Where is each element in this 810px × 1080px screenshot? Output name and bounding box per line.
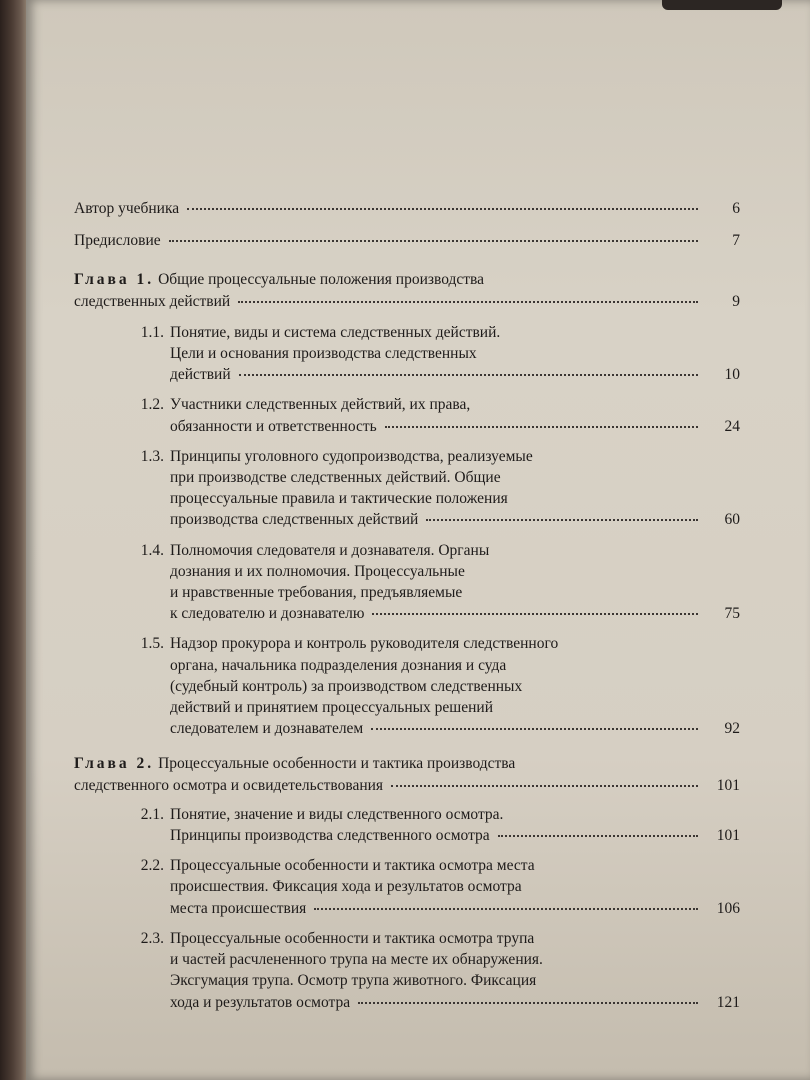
section-number: 1.3. [140,447,164,465]
section-title-line: следователем и дознавателем [170,720,364,738]
section-title-line: Процессуальные особенности и тактика осмотра трупа [170,929,535,947]
toc-entry-author [74,198,740,219]
section-title-line: и нравственные требования, предъявляемые [170,584,463,602]
section-title-line: Процессуальные особенности и тактика осмотра места [170,857,535,875]
toc-page-number: 121 [716,993,740,1011]
toc-page-number: 7 [732,232,740,250]
toc-entry-preface [74,230,740,251]
toc-page-number: 6 [732,200,740,217]
section-body [170,928,740,1013]
toc-page-number: 9 [732,292,740,310]
toc-section-entry [74,446,740,531]
section-number: 1.5. [140,635,164,653]
toc-label: Предисловие [74,232,161,250]
dot-leader [372,607,698,615]
dot-leader [239,368,698,376]
toc-section-entry [74,855,740,919]
toc-page-number: 60 [724,511,740,529]
dot-leader [238,295,698,303]
section-title-line: происшествия. Фиксация хода и результатов осмотра [170,878,522,896]
chapter-title-last-line [74,775,740,796]
chapter-title-line [74,269,740,290]
section-last-line [170,718,740,739]
toc-page-number: 75 [724,605,740,623]
chapter-word: Глава 2. [74,755,155,773]
section-title-line: процессуальные правила и тактические положения [170,490,508,508]
section-title-line: производства следственных действий [170,511,419,529]
section-title-line: места происшествия [170,899,307,917]
dot-leader [498,829,698,837]
section-number: 1.4. [140,541,164,559]
section-number: 2.1. [140,805,164,823]
toc-section-entry [74,322,740,386]
section-title-line: Участники следственных действий, их права, [170,396,471,414]
chapter-title: Общие процессуальные положения производства [158,271,485,289]
toc-page-number: 101 [716,827,740,845]
book-binding [0,0,26,1080]
chapter-1-sections [74,322,740,740]
section-number: 2.3. [140,929,164,947]
section-last-line [170,898,740,919]
section-title-line: (судебный контроль) за производством следственных [170,677,523,695]
chapter-title-line [74,753,740,774]
section-title-line: Понятие, значение и виды следственного осмотра. [170,805,504,823]
toc-chapter-2 [74,753,740,795]
dot-leader [314,902,698,910]
toc-page-number: 92 [724,720,740,738]
section-title-line: Цели и основания производства следственных [170,345,477,363]
chapter-title: Процессуальные особенности и тактика производства [158,755,516,773]
dot-leader [371,722,698,730]
dot-leader [426,513,698,521]
toc-page-number: 106 [716,899,740,917]
section-last-line [170,364,740,385]
header-bleed-mark [662,0,782,10]
table-of-contents [74,198,740,1022]
section-title-line: действий [170,366,231,384]
section-title-line: Полномочия следователя и дознавателя. Органы [170,541,490,559]
toc-section-entry [74,928,740,1013]
section-title-line: к следователю и дознавателю [170,605,365,623]
dot-leader [169,234,698,242]
chapter-title-cont: следственных действий [74,292,231,310]
dot-leader [385,420,698,428]
chapter-word: Глава 1. [74,271,155,289]
section-number: 1.2. [140,396,164,414]
toc-section-entry [74,633,740,739]
section-last-line [170,509,740,530]
section-body [170,322,740,386]
toc-label: Автор учебника [74,200,180,217]
section-body [170,633,740,739]
dot-leader [358,996,698,1004]
section-number: 1.1. [140,323,164,341]
section-last-line [170,992,740,1013]
section-title-line: Принципы производства следственного осмотра [170,827,490,845]
section-title-line: Надзор прокурора и контроль руководителя следственного [170,635,559,653]
section-title-line: обязанности и ответственность [170,417,377,435]
section-title-line: действий и принятием процессуальных решений [170,699,494,717]
section-last-line [170,603,740,624]
section-body [170,804,740,846]
section-body [170,540,740,625]
section-title-line: хода и результатов осмотра [170,993,351,1011]
section-title-line: дознания и их полномочия. Процессуальные [170,562,465,580]
toc-chapter-1 [74,269,740,311]
toc-section-entry [74,804,740,846]
section-last-line [170,416,740,437]
toc-page-number: 10 [724,366,740,384]
toc-page-number: 101 [716,776,740,794]
chapter-2-sections [74,804,740,1013]
section-title-line: органа, начальника подразделения дознания и суда [170,656,507,674]
dot-leader [187,202,698,210]
section-title-line: Принципы уголовного судопроизводства, реализуемые [170,447,533,465]
toc-section-entry [74,394,740,436]
section-title-line: Понятие, виды и система следственных действий. [170,323,501,341]
chapter-title-cont: следственного осмотра и освидетельствования [74,776,384,794]
toc-section-entry [74,540,740,625]
section-title-line: и частей расчлененного трупа на месте их обнаружения. [170,951,543,969]
dot-leader [391,779,698,787]
section-body [170,446,740,531]
section-title-line: при производстве следственных действий. Общие [170,469,501,487]
section-body [170,855,740,919]
section-number: 2.2. [140,857,164,875]
section-body [170,394,740,436]
section-title-line: Эксгумация трупа. Осмотр трупа животного. Фиксация [170,972,537,990]
section-last-line [170,825,740,846]
chapter-title-last-line [74,291,740,312]
toc-page-number: 24 [724,417,740,435]
